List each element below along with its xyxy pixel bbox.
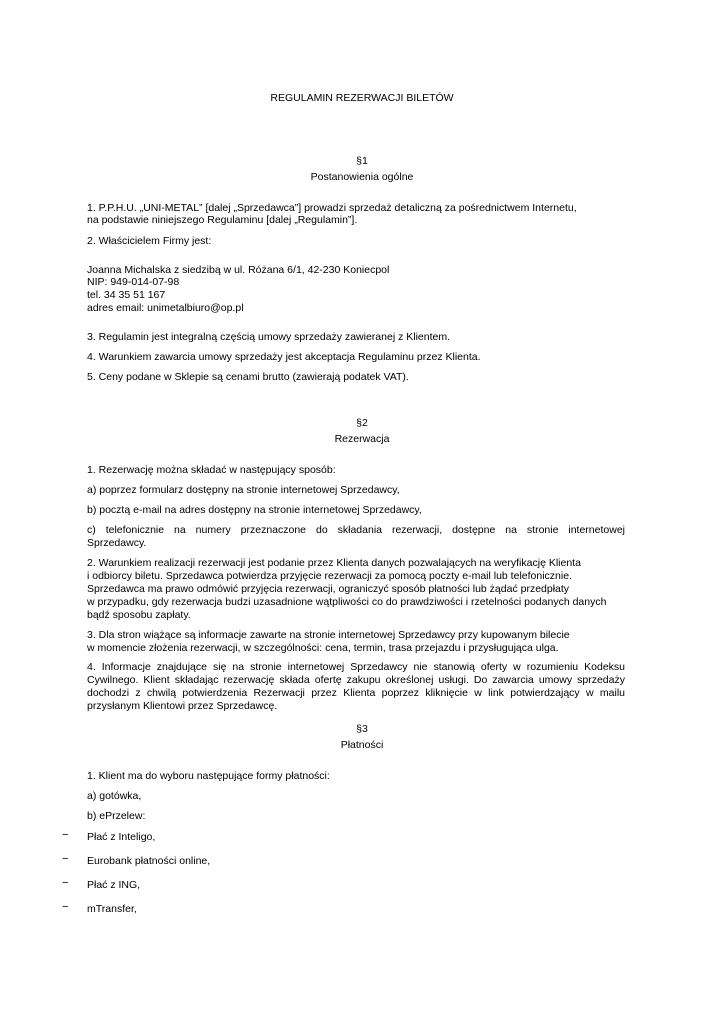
document-title: REGULAMIN REZERWACJI BILETÓW: [270, 92, 454, 104]
s1-paragraph-4: 4. Warunkiem zawarcia umowy sprzedaży jest akceptacja Regulaminu przez Klienta.: [87, 351, 481, 363]
s2-paragraph-4-line-1: 4. Informacje znajdujące się na stronie internetowej Sprzedawcy nie stanowią oferty w rozumieniu Kodeksu: [87, 661, 625, 673]
s3-paragraph-1: 1. Klient ma do wyboru następujące formy płatności:: [87, 770, 330, 782]
s2-paragraph-2-line-5: bądź sposobu zapłaty.: [87, 609, 191, 621]
s2-paragraph-2-line-3: Sprzedawca ma prawo odmówić przyjęcia rezerwacji, ograniczyć sposób płatności lub żądać przedpłaty: [87, 583, 570, 595]
s2-paragraph-1: 1. Rezerwację można składać w następujący sposób:: [87, 464, 336, 476]
s3-option-b: b) ePrzelew:: [87, 810, 146, 822]
section-2-heading: Rezerwacja: [334, 433, 390, 445]
section-3-mark: §3: [356, 723, 368, 735]
s2-paragraph-2-line-4: w przypadku, gdy rezerwacja budzi uzasadnione wątpliwości co do prawdziwości i rzetelności podanych danych: [87, 596, 607, 608]
owner-address: Joanna Michalska z siedzibą w ul. Różana 6/1, 42-230 Koniecpol: [87, 264, 390, 276]
s2-paragraph-4-line-2: Cywilnego. Klient składając rezerwację składa ofertę zakupu określonej usługi. Do zawarcia umowy sprzedaży: [87, 674, 625, 686]
s2-paragraph-3-line-1: 3. Dla stron wiążące są informacje zawarte na stronie internetowej Sprzedawcy przy kupowanym bilecie: [87, 629, 570, 641]
owner-email: adres email: unimetalbiuro@op.pl: [87, 302, 244, 314]
list-bullet-dash: −: [62, 901, 69, 913]
payment-method-item: Eurobank płatności online,: [87, 855, 211, 867]
list-bullet-dash: −: [62, 829, 69, 841]
s2-option-c-line-2: Sprzedawcy.: [87, 537, 147, 549]
s2-option-b: b) pocztą e-mail na adres dostępny na stronie internetowej Sprzedawcy,: [87, 504, 422, 516]
s1-paragraph-1-line-2: na podstawie niniejszego Regulaminu [dalej „Regulamin”].: [87, 214, 358, 226]
payment-method-item: Płać z Inteligo,: [87, 831, 156, 843]
s2-paragraph-2-line-2: i odbiorcy biletu. Sprzedawca potwierdza przyjęcie rezerwacji za pomocą poczty e-mail lub telefonicznie.: [87, 570, 572, 582]
payment-method-item: mTransfer,: [87, 903, 137, 915]
s2-paragraph-4-line-4: przysłanym Klientowi przez Sprzedawcę.: [87, 700, 278, 712]
list-bullet-dash: −: [62, 877, 69, 889]
section-3-heading: Płatności: [340, 739, 384, 751]
s1-paragraph-3: 3. Regulamin jest integralną częścią umowy sprzedaży zawieranej z Klientem.: [87, 331, 450, 343]
owner-phone: tel. 34 35 51 167: [87, 289, 166, 301]
s2-option-a: a) poprzez formularz dostępny na stronie internetowej Sprzedawcy,: [87, 484, 400, 496]
s1-paragraph-5: 5. Ceny podane w Sklepie są cenami brutto (zawierają podatek VAT).: [87, 371, 409, 383]
s2-paragraph-3-line-2: w momencie złożenia rezerwacji, w szczególności: cena, termin, trasa przejazdu i przysługująca ulga.: [87, 642, 559, 654]
s1-paragraph-2: 2. Właścicielem Firmy jest:: [87, 235, 212, 247]
s1-paragraph-1-line-1: 1. P.P.H.U. „UNI-METAL” [dalej „Sprzedawca”] prowadzi sprzedaż detaliczną za pośrednictwem Internetu,: [87, 202, 577, 214]
list-bullet-dash: −: [62, 853, 69, 865]
s2-paragraph-2-line-1: 2. Warunkiem realizacji rezerwacji jest podanie przez Klienta danych pozwalających na weryfikację Klienta: [87, 557, 581, 569]
s3-option-a: a) gotówka,: [87, 790, 142, 802]
section-1-heading: Postanowienia ogólne: [310, 171, 414, 183]
section-2-mark: §2: [356, 417, 368, 429]
section-1-mark: §1: [356, 155, 368, 167]
s2-option-c-line-1: c) telefonicznie na numery przeznaczone do składania rezerwacji, dostępne na stronie internetowej: [87, 524, 625, 536]
s2-paragraph-4-line-3: dochodzi z chwilą potwierdzenia Rezerwacji przez Klienta poprzez kliknięcie w link potwierdzający w mailu: [87, 687, 625, 699]
payment-method-item: Płać z ING,: [87, 879, 141, 891]
owner-nip: NIP: 949-014-07-98: [87, 276, 180, 288]
